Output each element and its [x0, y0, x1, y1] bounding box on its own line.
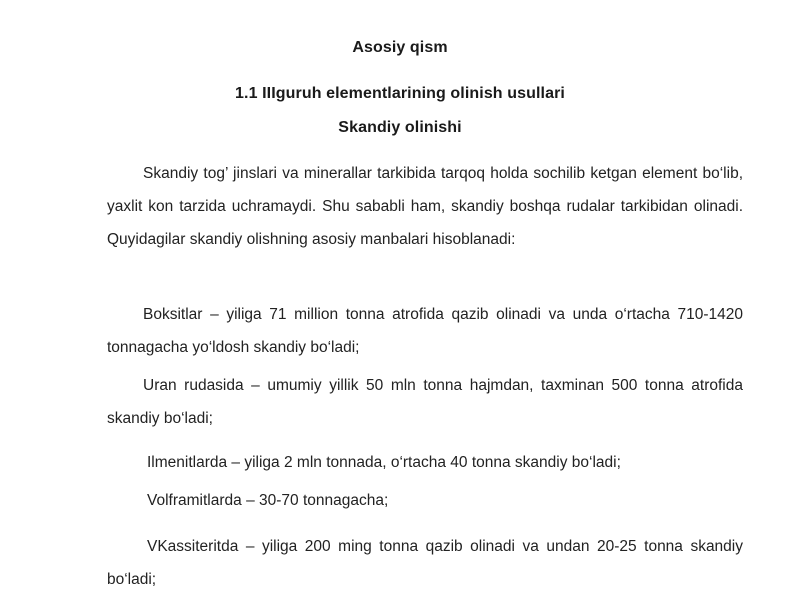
- subsection-title: Skandiy olinishi: [338, 119, 462, 136]
- paragraph-bauxite: Boksitlar – yiliga 71 million tonna atrofida qazib olinadi va unda o‘rtacha 710-1420 tonnagacha yo‘ldosh skandiy bo‘ladi;: [107, 306, 743, 356]
- paragraph-wolframite: Volframitlarda – 30-70 tonnagacha;: [147, 492, 389, 509]
- paragraph-cassiterite: VKassiteritda – yiliga 200 ming tonna qazib olinadi va undan 20-25 tonna skandiy bo‘ladi;: [107, 538, 743, 588]
- section-title: Asosiy qism: [352, 39, 448, 56]
- paragraph-ilmenite: Ilmenitlarda – yiliga 2 mln tonnada, o‘rtacha 40 tonna skandiy bo‘ladi;: [147, 454, 621, 471]
- chapter-title: 1.1 IIIguruh elementlarining olinish usullari: [235, 85, 565, 102]
- paragraph-uranium: Uran rudasida – umumiy yillik 50 mln tonna hajmdan, taxminan 500 tonna atrofida skandiy bo‘ladi;: [107, 377, 743, 427]
- paragraph-intro: Skandiy tog’ jinslari va minerallar tarkibida tarqoq holda sochilib ketgan element bo‘lib, yaxlit kon tarzida uchramaydi. Shu sababli ham, skandiy boshqa rudalar tarkibidan olinadi. Quyidagilar skandiy olishning asosiy manbalari hisoblanadi:: [107, 165, 743, 248]
